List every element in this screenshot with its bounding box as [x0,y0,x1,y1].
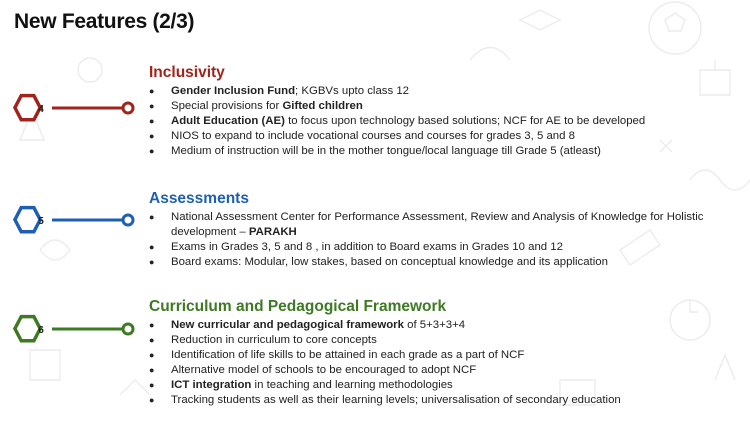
bullet-list [149,318,739,408]
list-item: ● Exams in Grades 3, 5 and 8 , in addition to Board exams in Grades 10 and 12 [149,240,739,255]
list-item: ● Special provisions for Gifted children [149,99,739,114]
list-item: ● Adult Education (AE) to focus upon technology based solutions; NCF for AE to be developed [149,114,739,129]
bullet-list [149,210,739,270]
list-item: ● Reduction in curriculum to core concepts [149,333,739,348]
list-item: ● NIOS to expand to include vocational courses and courses for grades 3, 5 and 8 [149,129,739,144]
grad-cap-icon [520,10,560,30]
list-item: ● Alternative model of schools to be encouraged to adopt NCF [149,363,739,378]
step-number: 4 [38,104,44,115]
step-marker-4 [0,91,150,151]
section-heading: Inclusivity [149,64,225,81]
page-title: New Features (2/3) [14,10,195,33]
step-number: 6 [38,325,44,336]
list-item: ● Identification of life skills to be attained in each grade as a part of NCF [149,348,739,363]
section-heading: Curriculum and Pedagogical Framework [149,298,447,315]
bullet-list [149,84,739,159]
step-marker-6 [0,312,150,372]
list-item: ● Board exams: Modular, low stakes, based on conceptual knowledge and its application [149,255,739,270]
step-marker-5 [0,203,150,263]
list-item: ● ICT integration in teaching and learning methodologies [149,378,739,393]
section-heading: Assessments [149,190,249,207]
list-item: ● New curricular and pedagogical framework of 5+3+3+4 [149,318,739,333]
list-item: ● Tracking students as well as their learning levels; universalisation of secondary education [149,393,739,408]
list-item: ● Gender Inclusion Fund; KGBVs upto class 12 [149,84,739,99]
step-number: 5 [38,216,44,227]
soccer-ball-icon [649,2,701,54]
globe-icon [78,58,102,82]
list-item: ● National Assessment Center for Performance Assessment, Review and Analysis of Knowledge for Holistic development – PARAKH [149,210,739,240]
list-item: ● Medium of instruction will be in the mother tongue/local language till Grade 5 (atleast) [149,144,739,159]
